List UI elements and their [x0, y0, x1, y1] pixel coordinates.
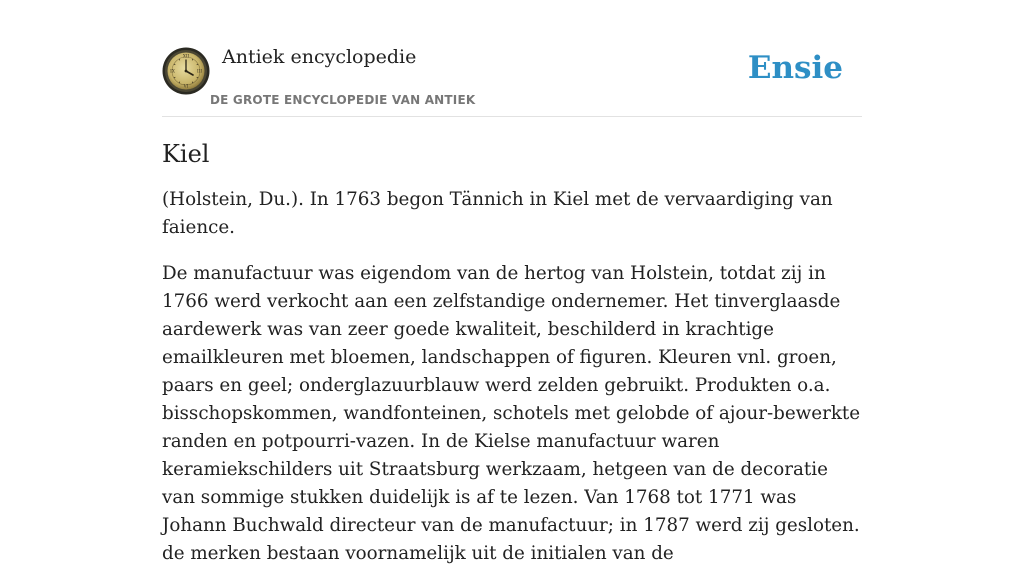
article	[162, 138, 862, 586]
article-title: Kiel	[162, 140, 210, 168]
site-title[interactable]: Antiek encyclopedie	[222, 46, 417, 68]
svg-text:III: III	[197, 68, 202, 74]
brand-logo[interactable]: Ensie	[747, 50, 843, 86]
article-paragraph: De manufactuur was eigendom van de hertog van Holstein, totdat zij in 1766 werd verkocht aan een zelfstandige ondernemer. Het tinverglaasde aardewerk was van zeer goede kwaliteit, beschilderd in krachtige emailkleuren met bloemen, landschappen of figuren. Kleuren vnl. groen, paars en geel; onderglazuurblauw werd zelden gebruikt. Produkten o.a. bisschopskommen, wandfonteinen, schotels met gelobde of ajour-bewerkte randen en potpourri-vazen. In de Kielse manufactuur waren keramiekschilders uit Straatsburg werkzaam, hetgeen van de decoratie van sommige stukken duidelijk is af te lezen. Van 1768 tot 1771 was Johann Buchwald directeur van de manufactuur; in 1787 werd zij gesloten. de merken bestaan voornamelijk uit de initialen van de	[162, 263, 861, 564]
site-header	[162, 44, 862, 117]
svg-text:XII: XII	[182, 53, 190, 59]
antique-clock-icon[interactable]	[162, 47, 210, 95]
site-subtitle: DE GROTE ENCYCLOPEDIE VAN ANTIEK	[210, 93, 476, 107]
svg-text:VI: VI	[183, 83, 189, 89]
svg-text:IX: IX	[170, 68, 175, 74]
article-paragraph: (Holstein, Du.). In 1763 begon Tännich in Kiel met de vervaardiging van faience.	[162, 189, 833, 238]
